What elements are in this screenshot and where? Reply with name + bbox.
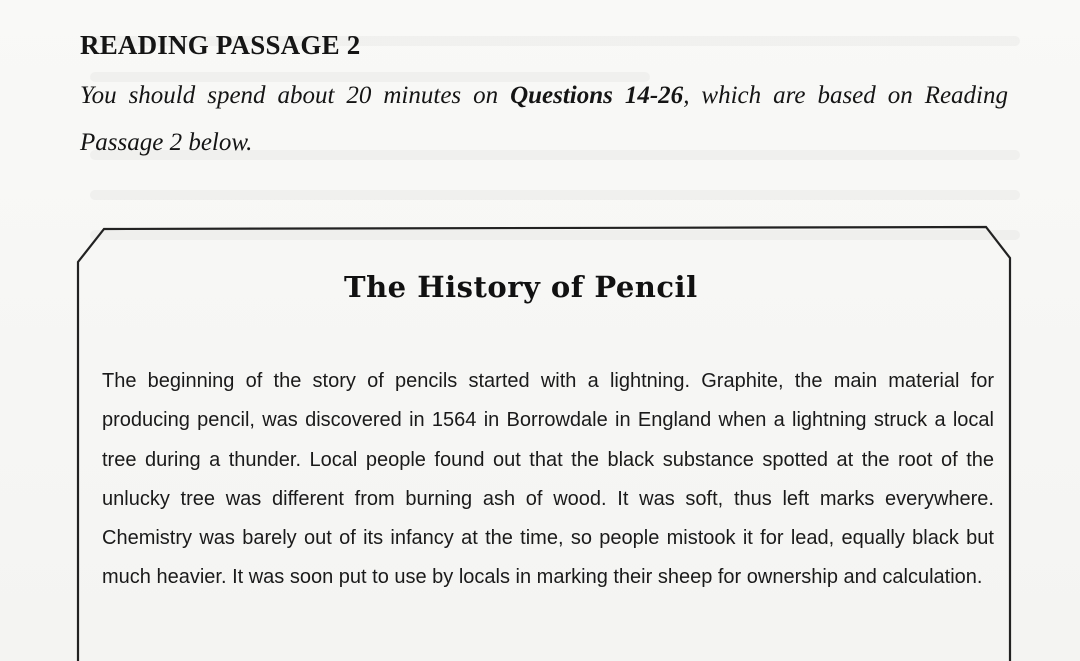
article-body: The beginning of the story of pencils started with a lightning. Graphite, the main material for producing pencil, was discovered in 1564 in Borrowdale in England when a lightning struck a local tree during a thunder. Local people found out that the black substance spotted at the root of the unlucky tree was different from burning ash of wood. It was soft, thus left marks everywhere. Chemistry was barely out of its infancy at the time, so people mistook it for lead, equally black but much heavier. It was soon put to use by locals in marking their sheep for ownership and calculation. — [102, 370, 994, 589]
passage-heading: READING PASSAGE 2 — [80, 30, 361, 60]
passage-instruction — [80, 72, 1008, 166]
passage-header — [80, 28, 1020, 166]
instruction-text-end: , which are based on Reading Passage 2 below. — [80, 82, 1009, 156]
article-title: The History of Pencil — [344, 270, 698, 304]
bleed-through-line — [90, 190, 1020, 200]
bleed-through-line — [90, 230, 1020, 240]
instruction-questions: Questions 14-26 — [510, 82, 684, 109]
instruction-text: You should spend about 20 minutes on — [80, 82, 511, 109]
